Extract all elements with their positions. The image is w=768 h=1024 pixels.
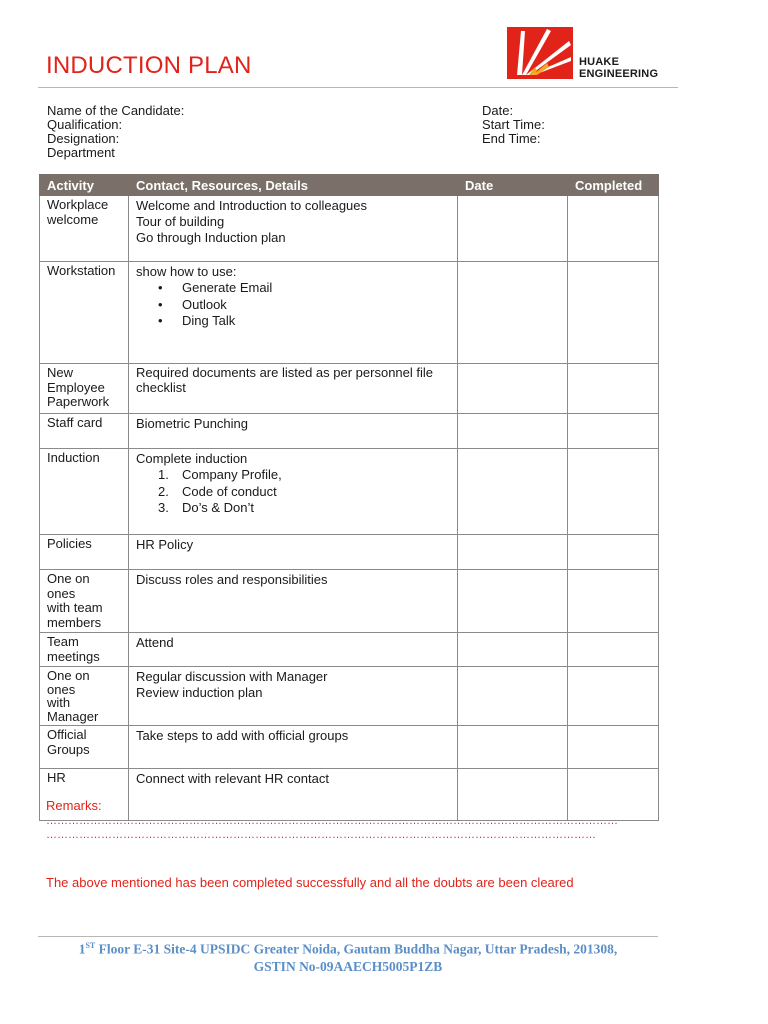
field-label: Qualification: bbox=[47, 117, 123, 132]
list-item: • Generate Email bbox=[136, 280, 450, 297]
column-header: Date bbox=[458, 175, 568, 196]
column-header: Completed bbox=[568, 175, 659, 196]
activity-cell: One on ones with Manager bbox=[40, 667, 129, 726]
date-cell[interactable] bbox=[458, 196, 568, 262]
list-item: 3. Do’s & Don’t bbox=[158, 500, 255, 515]
date-cell[interactable] bbox=[458, 633, 568, 667]
candidate-fields bbox=[47, 104, 184, 160]
activity-cell: Workplace welcome bbox=[40, 196, 129, 262]
table-row bbox=[40, 196, 659, 262]
remarks-line[interactable]: …………………………………………………………………………………………………………………………………… bbox=[46, 829, 596, 841]
table-row bbox=[40, 769, 659, 821]
remarks-label: Remarks: bbox=[46, 798, 102, 813]
activity-cell: Team meetings bbox=[40, 633, 129, 667]
remarks-line[interactable]: ………………………………………………………………………………………………………………………………………… bbox=[46, 815, 618, 827]
details-cell: Connect with relevant HR contact bbox=[129, 769, 458, 821]
table-row bbox=[40, 633, 659, 667]
date-cell[interactable] bbox=[458, 449, 568, 535]
activity-cell: HR bbox=[40, 769, 129, 821]
induction-table bbox=[39, 174, 659, 821]
completed-cell[interactable] bbox=[568, 726, 659, 769]
activity-cell: Policies bbox=[40, 535, 129, 570]
completed-cell[interactable] bbox=[568, 196, 659, 262]
bullet-list bbox=[136, 280, 450, 330]
details-cell: Take steps to add with official groups bbox=[129, 726, 458, 769]
details-cell: Required documents are listed as per personnel file checklist bbox=[129, 364, 458, 414]
details-cell: Welcome and Introduction to colleagues Tour of building Go through Induction plan bbox=[129, 196, 458, 262]
page-title: INDUCTION PLAN bbox=[46, 52, 252, 79]
field-label: End Time: bbox=[482, 131, 541, 146]
completed-cell[interactable] bbox=[568, 535, 659, 570]
date-cell[interactable] bbox=[458, 262, 568, 364]
time-fields bbox=[482, 104, 545, 146]
date-cell[interactable] bbox=[458, 414, 568, 449]
header-divider bbox=[38, 87, 678, 88]
list-item: 2. Code of conduct bbox=[158, 483, 277, 499]
date-cell[interactable] bbox=[458, 769, 568, 821]
completed-cell[interactable] bbox=[568, 364, 659, 414]
date-cell[interactable] bbox=[458, 726, 568, 769]
company-logo bbox=[507, 27, 673, 79]
list-item: 1. Company Profile, bbox=[158, 467, 282, 482]
completed-cell[interactable] bbox=[568, 667, 659, 726]
activity-cell: One on ones with team members bbox=[40, 570, 129, 633]
date-cell[interactable] bbox=[458, 667, 568, 726]
field-label: Department bbox=[47, 145, 115, 160]
table-row bbox=[40, 570, 659, 633]
column-header: Activity bbox=[40, 175, 129, 196]
completion-statement: The above mentioned has been completed successfully and all the doubts are been cleared bbox=[46, 875, 574, 890]
completed-cell[interactable] bbox=[568, 769, 659, 821]
logo-text: HUAKE ENGINEERING bbox=[579, 56, 659, 80]
details-cell: Regular discussion with Manager Review induction plan bbox=[129, 667, 458, 726]
activity-cell: Staff card bbox=[40, 414, 129, 449]
list-item: • Outlook bbox=[136, 297, 450, 314]
completed-cell[interactable] bbox=[568, 414, 659, 449]
completed-cell[interactable] bbox=[568, 262, 659, 364]
footer-address: 1ST Floor E-31 Site-4 UPSIDC Greater Noida, Gautam Buddha Nagar, Uttar Pradesh, 201308, GSTIN No-09AAECH5005P1ZB bbox=[38, 937, 658, 975]
activity-cell: Official Groups bbox=[40, 726, 129, 769]
activity-cell: Workstation bbox=[40, 262, 129, 364]
date-cell[interactable] bbox=[458, 570, 568, 633]
list-item: • Ding Talk bbox=[136, 313, 450, 330]
table-row bbox=[40, 535, 659, 570]
field-label: Name of the Candidate: bbox=[47, 103, 185, 118]
table-row bbox=[40, 262, 659, 364]
details-cell: show how to use: • Generate Email • Outlook • Ding Talk bbox=[129, 262, 458, 364]
details-cell: Attend bbox=[129, 633, 458, 667]
huake-logo-icon bbox=[507, 27, 573, 79]
numbered-list bbox=[136, 467, 450, 517]
details-cell: HR Policy bbox=[129, 535, 458, 570]
field-label: Designation: bbox=[47, 131, 120, 146]
details-cell: Complete induction 1. Company Profile, 2. Code of conduct 3. Do’s & Don’t bbox=[129, 449, 458, 535]
completed-cell[interactable] bbox=[568, 633, 659, 667]
activity-cell: New Employee Paperwork bbox=[40, 364, 129, 414]
column-header: Contact, Resources, Details bbox=[129, 175, 458, 196]
field-label: Date: bbox=[482, 103, 514, 118]
table-header-row bbox=[40, 175, 659, 196]
activity-cell: Induction bbox=[40, 449, 129, 535]
date-cell[interactable] bbox=[458, 364, 568, 414]
date-cell[interactable] bbox=[458, 535, 568, 570]
table-row bbox=[40, 667, 659, 726]
table-row bbox=[40, 414, 659, 449]
completed-cell[interactable] bbox=[568, 570, 659, 633]
details-cell: Biometric Punching bbox=[129, 414, 458, 449]
table-row bbox=[40, 726, 659, 769]
table-row bbox=[40, 364, 659, 414]
completed-cell[interactable] bbox=[568, 449, 659, 535]
table-row bbox=[40, 449, 659, 535]
details-cell: Discuss roles and responsibilities bbox=[129, 570, 458, 633]
gstin: GSTIN No-09AAECH5005P1ZB bbox=[253, 958, 443, 974]
field-label: Start Time: bbox=[482, 117, 545, 132]
